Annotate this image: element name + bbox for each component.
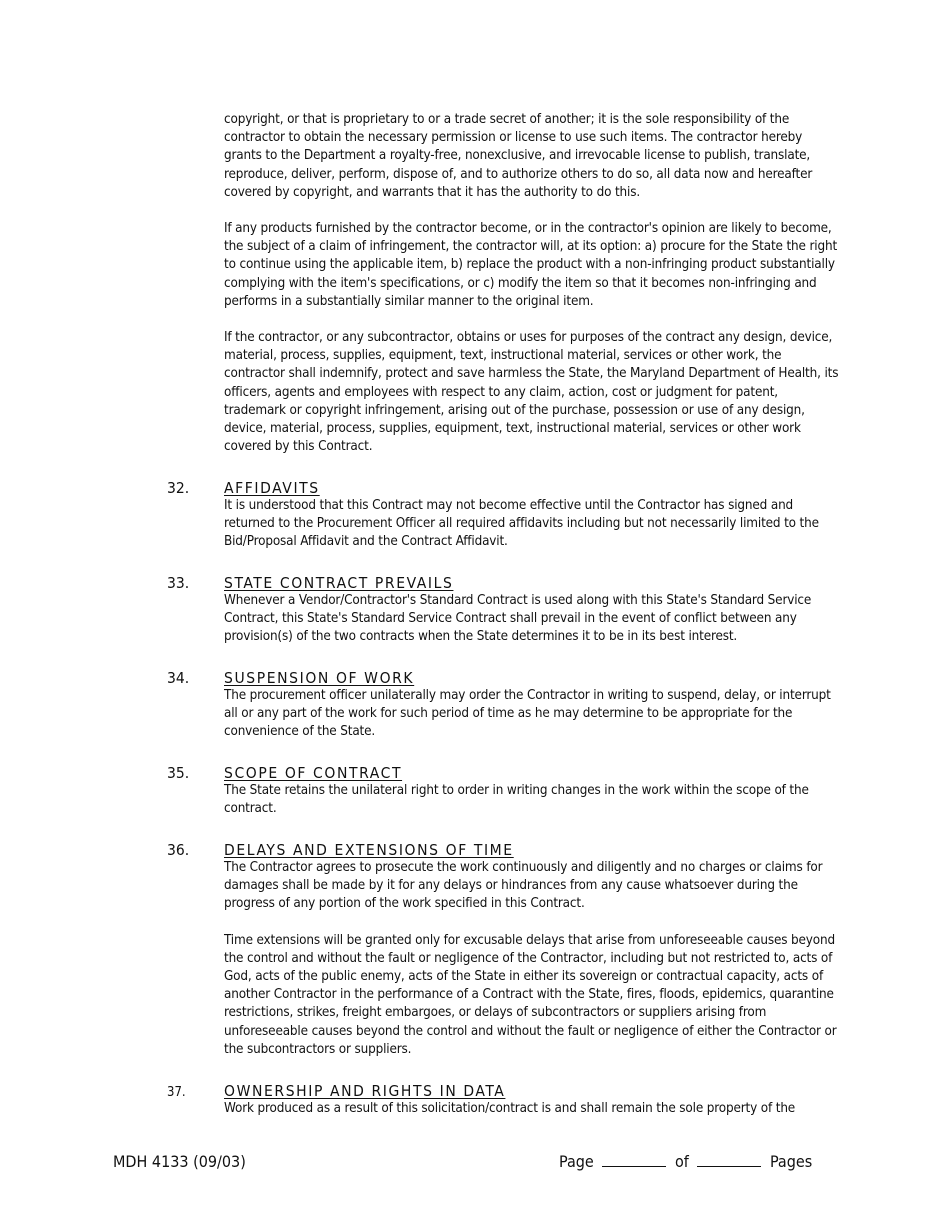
section-title: SCOPE OF CONTRACT	[224, 764, 403, 782]
paragraph: If any products furnished by the contractor become, or in the contractor's opinion are likely to become, the subject of a claim of infringement, the contractor will, at its option: a) procure for the State the right to continue using the applicable item, b) replace the product with a non-infringing product substantially complying with the item's specifications, or c) modify the item so that it becomes non-infringing and performs in a substantially similar manner to the original item.	[224, 221, 838, 309]
form-id: MDH 4133 (09/03)	[113, 1152, 246, 1171]
section-number: 36.	[167, 841, 190, 859]
section-title: SUSPENSION OF WORK	[224, 669, 415, 687]
section-body	[224, 782, 840, 818]
paragraph: If the contractor, or any subcontractor, obtains or uses for purposes of the contract any design, device, material, process, supplies, equipment, text, instructional material, services or other work, the contractor shall indemnify, protect and save harmless the State, the Maryland Department of Health, its officers, agents and employees with respect to any claim, action, cost or judgment for patent, trademark or copyright infringement, arising out of the purchase, possession or use of any design, device, material, process, supplies, equipment, text, instructional material, services or other work covered by this Contract.	[224, 330, 839, 455]
paragraph: The procurement officer unilaterally may order the Contractor in writing to suspend, delay, or interrupt all or any part of the work for such period of time as he may determine to be appropriate for the convenience of the State.	[224, 688, 831, 740]
section-number: 37.	[167, 1085, 186, 1100]
intro-text	[224, 111, 840, 456]
page-label: Page	[559, 1152, 594, 1171]
section-number: 32.	[167, 479, 190, 497]
section-title: DELAYS AND EXTENSIONS OF TIME	[224, 841, 514, 859]
paragraph: It is understood that this Contract may not become effective until the Contractor has signed and returned to the Procurement Officer all required affidavits including but not necessarily limited to the Bid/Proposal Affidavit and the Contract Affidavit.	[224, 498, 819, 550]
section-body	[224, 497, 840, 552]
paragraph: The Contractor agrees to prosecute the work continuously and diligently and no charges or claims for damages shall be made by it for any delays or hindrances from any cause whatsoever during the progress of any portion of the work specified in this Contract.	[224, 860, 823, 912]
section-body	[224, 859, 840, 1059]
paragraph: Whenever a Vendor/Contractor's Standard Contract is used along with this State's Standard Service Contract, this State's Standard Service Contract shall prevail in the event of conflict between any provision(s) of the two contracts when the State determines it to be in its best interest.	[224, 593, 812, 645]
section-number: 33.	[167, 574, 190, 592]
of-label: of	[674, 1152, 689, 1171]
paragraph: copyright, or that is proprietary to or a trade secret of another; it is the sole responsibility of the contractor to obtain the necessary permission or license to use such items. The contractor hereby grants to the Department a royalty-free, nonexclusive, and irrevocable license to publish, translate, reproduce, deliver, perform, dispose of, and to authorize others to do so, all data now and hereafter covered by copyright, and warrants that it has the authority to do this.	[224, 112, 813, 200]
pages-label: Pages	[769, 1152, 813, 1171]
section-title: OWNERSHIP AND RIGHTS IN DATA	[224, 1082, 506, 1100]
section-body	[224, 1100, 840, 1118]
section-number: 34.	[167, 669, 190, 687]
section-title: STATE CONTRACT PREVAILS	[224, 574, 454, 592]
page-counter	[559, 1152, 812, 1172]
section-title: AFFIDAVITS	[224, 479, 320, 497]
section-body	[224, 592, 840, 647]
section-body	[224, 687, 840, 742]
paragraph: Work produced as a result of this solicitation/contract is and shall remain the sole property of the	[224, 1101, 796, 1116]
paragraph: Time extensions will be granted only for excusable delays that arise from unforeseeable causes beyond the control and without the fault or negligence of the Contractor, including but not restricted to, acts of God, acts of the public enemy, acts of the State in either its sovereign or contractual capacity, acts of another Contractor in the performance of a Contract with the State, fires, floods, epidemics, quarantine restrictions, strikes, freight embargoes, or delays of subcontractors or suppliers arising from unforeseeable causes beyond the control and without the fault or negligence of either the Contractor or the subcontractors or suppliers.	[224, 932, 837, 1057]
page-total-blank	[697, 1152, 761, 1167]
section-number: 35.	[167, 764, 190, 782]
page-number-blank	[602, 1152, 666, 1167]
paragraph: The State retains the unilateral right to order in writing changes in the work within the scope of the contract.	[224, 783, 809, 817]
